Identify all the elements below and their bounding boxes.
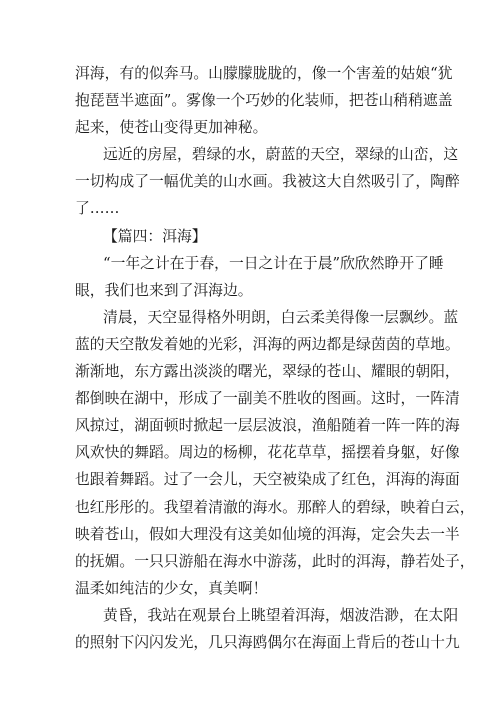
text-line: 远近的房屋，碧绿的水，蔚蓝的天空，翠绿的山峦，这 xyxy=(103,146,459,164)
text-line: “一年之计在于春，一日之计在于晨”欣欣然睁开了睡 xyxy=(103,254,444,272)
text-line: 渐渐地，东方露出淡淡的曙光，翠绿的苍山、耀眼的朝阳， xyxy=(75,363,460,381)
text-line: 清晨，天空显得格外明朗，白云柔美得像一层飘纱。蓝 xyxy=(103,308,459,326)
text-line: 了…… xyxy=(75,200,120,218)
text-line: 蓝的天空散发着她的光彩，洱海的两边都是绿茵茵的草地。 xyxy=(75,335,460,353)
text-line: 的照射下闪闪发光，几只海鸥偶尔在海面上背后的苍山十九 xyxy=(75,633,460,651)
text-line: 眼，我们也来到了洱海边。 xyxy=(75,281,253,299)
text-line: 的抚媚。一只只游船在海水中游荡，此时的洱海，静若处子， xyxy=(75,552,475,570)
text-line: 风掠过，湖面顿时掀起一层层波浪，渔船随着一阵一阵的海 xyxy=(75,417,460,435)
text-line: 也红彤彤的。我望着清澈的海水。那醉人的碧绿，映着白云， xyxy=(75,498,475,516)
text-line: 都倒映在湖中，形成了一副美不胜收的图画。这时，一阵清 xyxy=(75,390,460,408)
text-line: 映着苍山，假如大理没有这美如仙境的洱海，定会失去一半 xyxy=(75,525,460,543)
text-line: 【篇四：洱海】 xyxy=(103,227,207,245)
text-line: 抱琵琶半遮面”。雾像一个巧妙的化装师，把苍山稍稍遮盖 xyxy=(75,92,453,110)
document-body xyxy=(75,60,475,656)
text-line: 风欢快的舞蹈。周边的杨柳，花花草草，摇摆着身躯，好像 xyxy=(75,444,460,462)
text-line: 洱海，有的似奔马。山朦朦胧胧的，像一个害羞的姑娘“犹 xyxy=(75,65,453,82)
text-line: 温柔如纯洁的少女，真美啊！ xyxy=(75,579,268,597)
text-line: 起来，使苍山变得更加神秘。 xyxy=(75,119,268,137)
text-line: 也跟着舞蹈。过了一会儿，天空被染成了红色，洱海的海面 xyxy=(75,471,460,489)
text-line: 黄昏，我站在观景台上眺望着洱海，烟波浩渺，在太阳 xyxy=(103,606,459,624)
text-line: 一切构成了一幅优美的山水画。我被这大自然吸引了，陶醉 xyxy=(75,173,460,191)
